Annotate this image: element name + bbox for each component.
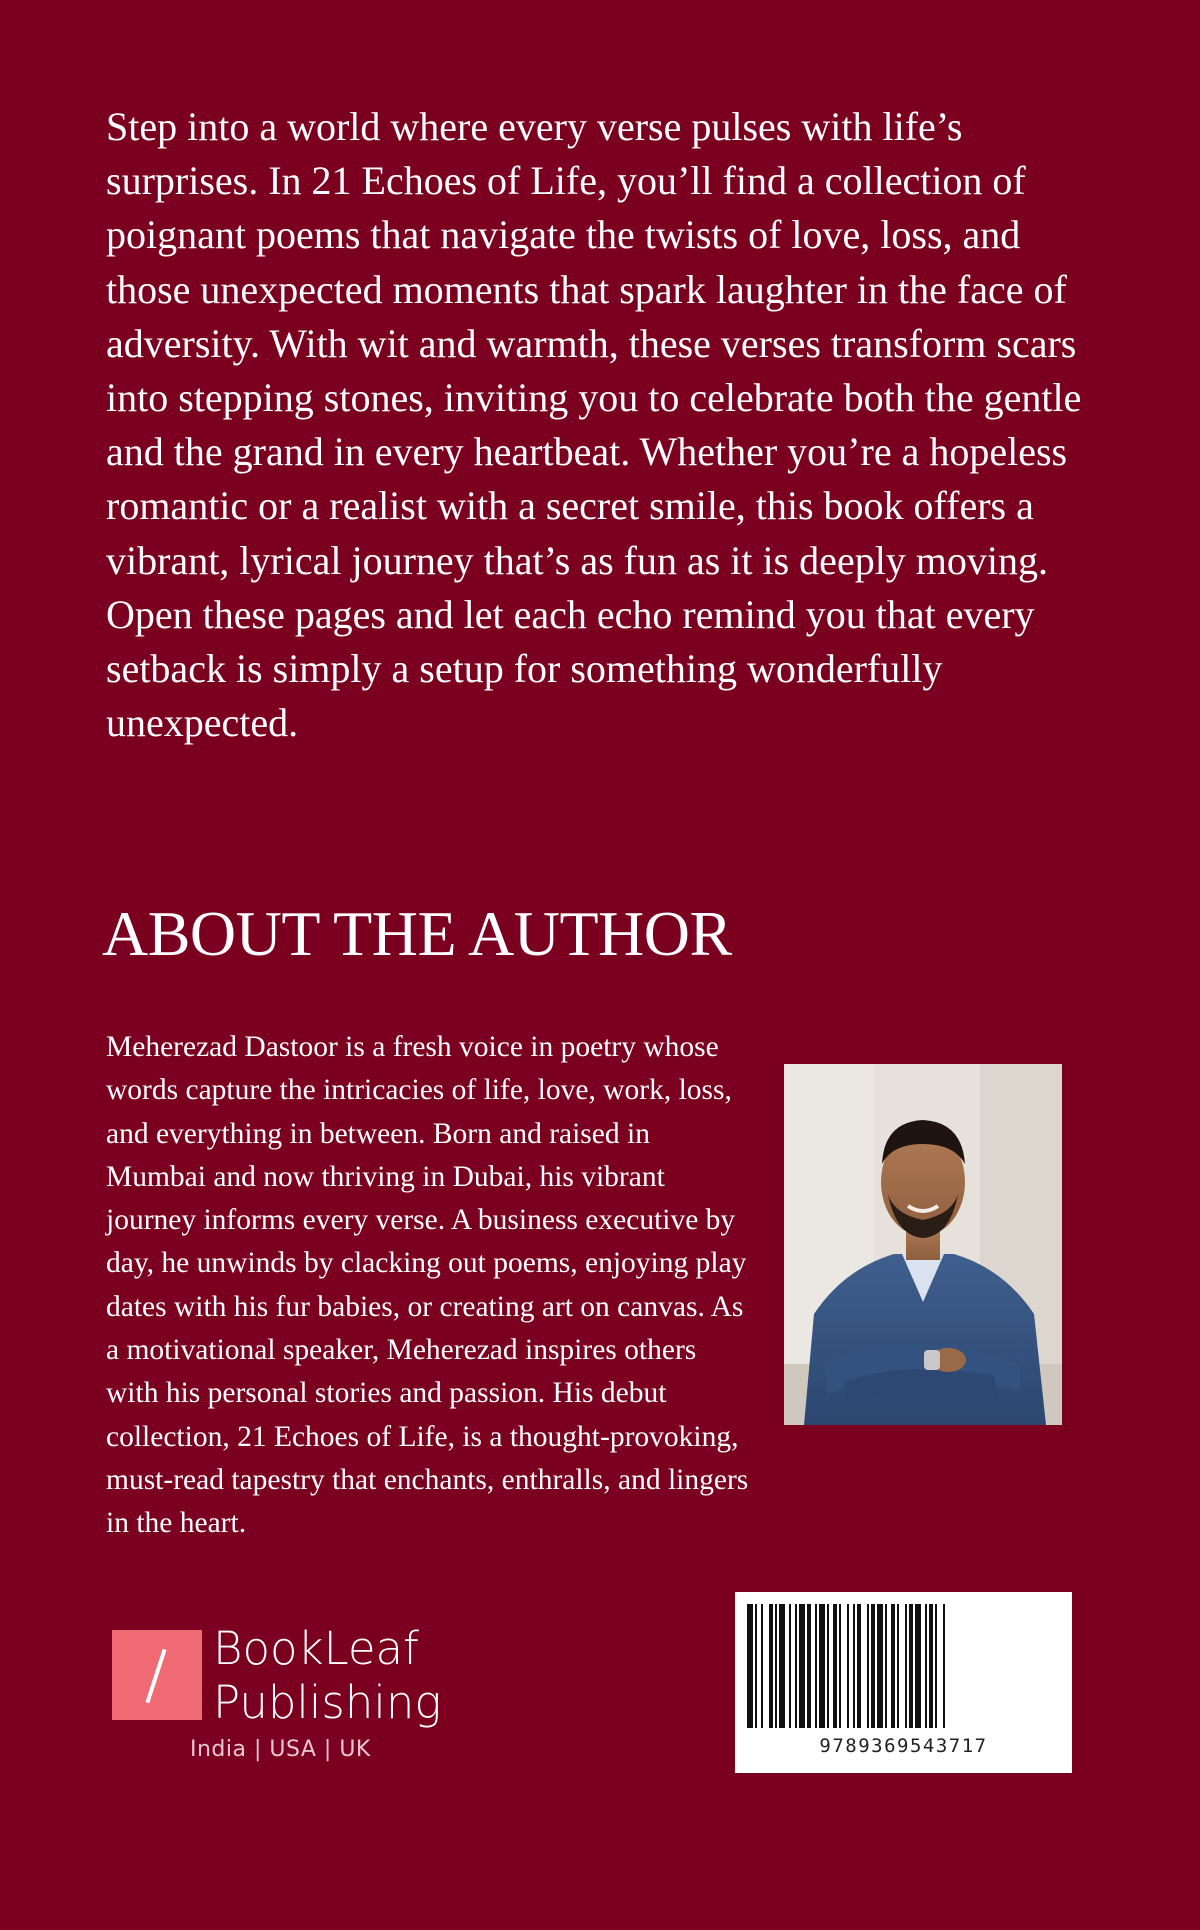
barcode-bar: [847, 1604, 849, 1728]
barcode-bar: [779, 1604, 785, 1728]
publisher-name-line1: BookLeaf: [213, 1622, 419, 1675]
barcode-bar: [915, 1604, 921, 1728]
barcode-bar: [789, 1604, 791, 1728]
barcode-bar: [857, 1604, 861, 1728]
barcode-bar: [885, 1604, 887, 1728]
author-bio: Meherezad Dastoor is a fresh voice in poetry whose words capture the intricacies of life, love, work, loss, and everything in between. Born and raised in Mumbai and now thriving in Dubai, his vibrant journey informs every verse. A business executive by day, he unwinds by clacking out poems, enjoying play dates with his fur babies, or creating art on canvas. As a motivational speaker, Meherezad inspires others with his personal stories and passion. His debut collection, 21 Echoes of Life, is a thought-provoking, must-read tapestry that enchants, enthralls, and lingers in the heart.: [106, 1031, 749, 1540]
barcode-bar: [839, 1604, 841, 1728]
barcode-bar: [891, 1604, 895, 1728]
barcode-bar: [935, 1604, 937, 1728]
barcode-bar: [897, 1604, 899, 1728]
barcode-bar: [909, 1604, 913, 1728]
book-blurb: Step into a world where every verse pulses with life’s surprises. In 21 Echoes of Life, you’ll find a collection of poignant poems that navigate the twists of love, loss, and those unexpected moments that spark laughter in the face of adversity. With wit and warmth, these verses transform scars into stepping stones, inviting you to celebrate both the gentle and the grand in every heartbeat. Whether you’re a hopeless romantic or a realist with a secret smile, this book offers a vibrant, lyrical journey that’s as fun as it is deeply moving. Open these pages and let each echo remind you that every setback is simply a setup for something wonderfully unexpected.: [106, 104, 1082, 746]
barcode-bar: [833, 1604, 837, 1728]
barcode-bar: [807, 1604, 811, 1728]
isbn-barcode: [735, 1592, 1072, 1773]
barcode-bar: [853, 1604, 855, 1728]
barcode-bar: [755, 1604, 757, 1728]
barcode-bar: [827, 1604, 829, 1728]
barcode-bar: [871, 1604, 875, 1728]
publisher-locations: India | USA | UK: [190, 1737, 371, 1762]
about-author-heading: ABOUT THE AUTHOR: [102, 898, 732, 969]
slash-icon: [112, 1630, 202, 1720]
barcode-bar: [747, 1604, 753, 1728]
isbn-number: 9789369543717: [819, 1735, 988, 1757]
barcode-bar: [775, 1604, 777, 1728]
barcode-bar: [761, 1604, 763, 1728]
barcode-bar: [795, 1604, 797, 1728]
barcode-bar: [769, 1604, 773, 1728]
barcode-bar: [799, 1604, 805, 1728]
barcode-bar: [815, 1604, 817, 1728]
barcode-bar: [905, 1604, 907, 1728]
barcode-bar: [925, 1604, 927, 1728]
author-photo: [784, 1064, 1062, 1425]
publisher-logo: [112, 1622, 442, 1730]
barcode-bar: [877, 1604, 883, 1728]
publisher-name: [213, 1622, 441, 1730]
barcode-bar: [819, 1604, 825, 1728]
barcode-bar: [929, 1604, 933, 1728]
barcode-bar: [867, 1604, 869, 1728]
barcode-bar: [943, 1604, 945, 1728]
publisher-name-line2: Publishing: [213, 1676, 442, 1729]
